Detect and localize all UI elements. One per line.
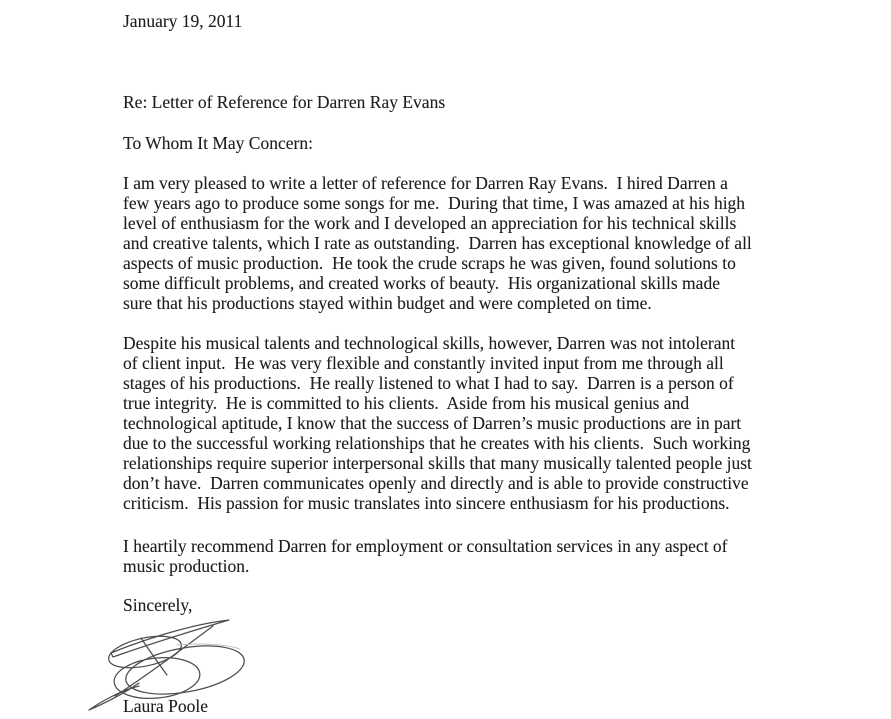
letter-paragraph-2	[123, 333, 752, 513]
paragraph-line: Despite his musical talents and technological skills, however, Darren was not intolerant	[123, 333, 736, 353]
paragraph-line: I heartily recommend Darren for employment or consultation services in any aspect of	[123, 536, 728, 556]
paragraph-line: don’t have. Darren communicates openly and directly and is able to provide constructive	[123, 473, 749, 493]
paragraph-line: I am very pleased to write a letter of reference for Darren Ray Evans. I hired Darren a	[123, 173, 728, 193]
paragraph-line: level of enthusiasm for the work and I developed an appreciation for his technical skills	[123, 213, 737, 233]
letter-paragraph-1	[123, 173, 752, 313]
paragraph-line: sure that his productions stayed within budget and were completed on time.	[123, 293, 652, 313]
paragraph-line: stages of his productions. He really listened to what I had to say. Darren is a person of	[123, 373, 734, 393]
letter-paragraph-3	[123, 536, 728, 576]
paragraph-line: aspects of music production. He took the crude scraps he was given, found solutions to	[123, 253, 736, 273]
signer-name: Laura Poole	[123, 696, 209, 716]
paragraph-line: technological aptitude, I know that the success of Darren’s music productions are in part	[123, 413, 742, 433]
paragraph-line: and creative talents, which I rate as outstanding. Darren has exceptional knowledge of all	[123, 233, 752, 253]
letter-subject-line: Re: Letter of Reference for Darren Ray Evans	[123, 92, 446, 112]
paragraph-line: relationships require superior interpersonal skills that many musically talented people just	[123, 453, 752, 473]
letter-closing: Sincerely,	[123, 595, 193, 615]
letter-date: January 19, 2011	[123, 11, 243, 31]
paragraph-line: true integrity. He is committed to his clients. Aside from his musical genius and	[123, 393, 690, 413]
paragraph-line: of client input. He was very flexible and constantly invited input from me through all	[123, 353, 724, 373]
paragraph-line: some difficult problems, and created works of beauty. His organizational skills made	[123, 273, 720, 293]
paragraph-line: criticism. His passion for music translates into sincere enthusiasm for his productions.	[123, 493, 730, 513]
letter-salutation: To Whom It May Concern:	[123, 133, 313, 153]
paragraph-line: music production.	[123, 556, 250, 576]
paragraph-line: due to the successful working relationships that he creates with his clients. Such working	[123, 433, 751, 453]
paragraph-line: few years ago to produce some songs for me. During that time, I was amazed at his high	[123, 193, 746, 213]
